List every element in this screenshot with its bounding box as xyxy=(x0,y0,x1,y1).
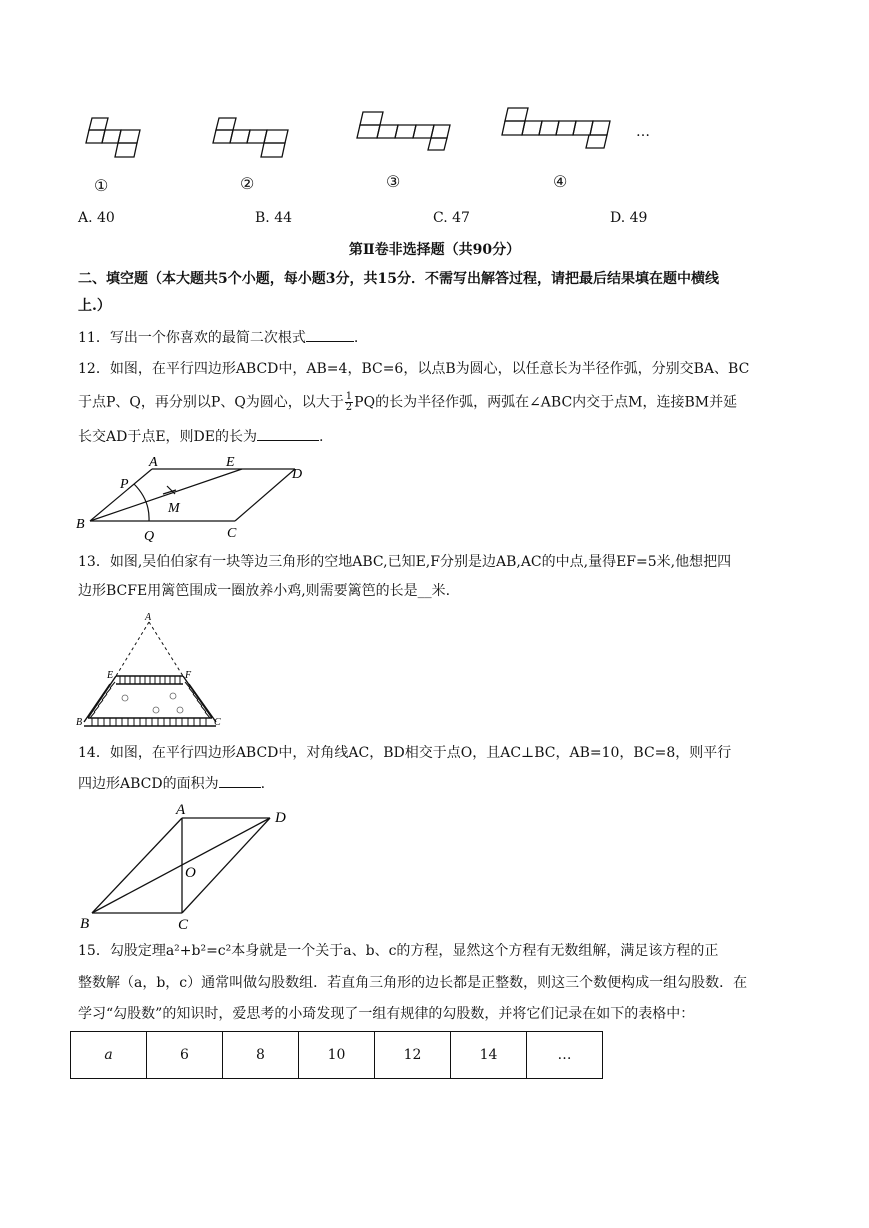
figure-12-parallelogram xyxy=(70,450,320,545)
fig13-label-b: B xyxy=(76,717,83,728)
table-cell: 10 xyxy=(299,1032,375,1079)
figure-14-parallelogram xyxy=(70,800,300,935)
question-11-text: 11．写出一个你喜欢的最简二次根式 xyxy=(78,330,306,346)
fig12-label-a: A xyxy=(149,455,158,470)
pattern-label-4: ④ xyxy=(553,172,568,191)
question-12-line2 xyxy=(78,392,737,413)
question-13-line2: 边形BCFE用篱笆围成一圈放养小鸡,则需要篱笆的长是__米. xyxy=(78,583,451,599)
pattern-label-3: ③ xyxy=(386,172,401,191)
question-12-line2-a: 于点P、Q，再分别以P、Q为圆心，以大于 xyxy=(78,394,344,411)
pattern-figure-4 xyxy=(502,108,610,148)
question-12-line3 xyxy=(78,428,323,446)
fig12-label-q: Q xyxy=(144,529,155,544)
table-cell: 14 xyxy=(451,1032,527,1079)
question-12-line3-text: 长交AD于点E，则DE的长为 xyxy=(78,429,257,445)
option-a: A. 40 xyxy=(78,210,115,226)
fraction-denominator: 2 xyxy=(345,402,353,413)
fig12-label-d: D xyxy=(292,467,303,482)
section-title: 第Ⅱ卷非选择题（共90分） xyxy=(348,242,521,258)
answer-blank-12[interactable] xyxy=(257,428,319,441)
pythagorean-table xyxy=(70,1031,603,1079)
pattern-figure-3 xyxy=(357,112,450,150)
question-15-line3: 学习“勾股数”的知识时，爱思考的小琦发现了一组有规律的勾股数，并将它们记录在如下的表格中： xyxy=(78,1006,695,1022)
fig12-label-e: E xyxy=(226,455,235,470)
fig14-label-c: C xyxy=(178,917,189,933)
question-12-end: . xyxy=(319,429,324,445)
question-12-line1: 12．如图，在平行四边形ABCD中，AB=4，BC=6，以点B为圆心，以任意长为半径作弧，分别交BA、BC xyxy=(78,361,750,377)
fill-heading-line1: 二、填空题（本大题共5个小题，每小题3分，共15分．不需写出解答过程，请把最后结果填在题中横线 xyxy=(78,271,719,287)
fig14-label-o: O xyxy=(185,865,196,881)
fig12-label-p: P xyxy=(120,477,129,492)
figure-13-fence xyxy=(70,608,230,733)
answer-blank-14[interactable] xyxy=(219,775,261,788)
fig14-label-d: D xyxy=(275,810,286,826)
fraction-numerator: 1 xyxy=(345,391,353,402)
question-14-line1: 14．如图，在平行四边形ABCD中，对角线AC，BD相交于点O，且AC⊥BC，AB=10，BC=8，则平行 xyxy=(78,745,732,761)
question-15-line1: 15．勾股定理a²+b²=c²本身就是一个关于a、b、c的方程，显然这个方程有无数组解，满足该方程的正 xyxy=(78,943,719,959)
fig13-label-c: C xyxy=(214,717,221,728)
fig12-label-m: M xyxy=(168,501,180,516)
pattern-ellipsis: … xyxy=(636,124,650,140)
question-13-line1: 13．如图,吴伯伯家有一块等边三角形的空地ABC,已知E,F分别是边AB,AC的中点,量得EF=5米,他想把四 xyxy=(78,554,732,570)
question-11-end: . xyxy=(353,330,359,346)
table-cell: a xyxy=(71,1032,147,1079)
fraction-half xyxy=(345,392,353,413)
fig12-label-c: C xyxy=(227,526,237,541)
table-cell: 6 xyxy=(147,1032,223,1079)
option-d: D. 49 xyxy=(610,210,648,226)
fig14-label-a: A xyxy=(176,802,186,818)
question-14-line2-text: 四边形ABCD的面积为 xyxy=(78,776,219,792)
table-cell: 12 xyxy=(375,1032,451,1079)
pattern-label-1: ① xyxy=(94,176,109,195)
option-b: B. 44 xyxy=(255,210,293,226)
pattern-figures xyxy=(70,100,670,200)
pattern-figure-1 xyxy=(86,118,140,157)
question-14-end: . xyxy=(260,776,266,792)
pattern-label-2: ② xyxy=(240,174,255,193)
question-12-line2-b: PQ的长为半径作弧，两弧在∠ABC内交于点M，连接BM并延 xyxy=(354,394,738,411)
question-15-line2: 整数解（a，b，c）通常叫做勾股数组．若直角三角形的边长都是正整数，则这三个数便构成一组勾股数．在 xyxy=(78,975,748,991)
table-row xyxy=(71,1032,603,1079)
table-cell: … xyxy=(527,1032,603,1079)
fig13-label-a: A xyxy=(145,612,152,623)
option-c: C. 47 xyxy=(433,210,470,226)
question-14-line2 xyxy=(78,775,265,793)
question-11 xyxy=(78,329,358,347)
fig13-label-e: E xyxy=(107,670,114,681)
pattern-figure-2 xyxy=(213,118,288,157)
fill-heading-line2: 上.） xyxy=(78,298,111,314)
fig12-label-b: B xyxy=(76,517,85,532)
fig13-label-f: F xyxy=(185,670,192,681)
answer-blank-11[interactable] xyxy=(306,329,354,342)
table-cell: 8 xyxy=(223,1032,299,1079)
fig14-label-b: B xyxy=(80,916,90,932)
